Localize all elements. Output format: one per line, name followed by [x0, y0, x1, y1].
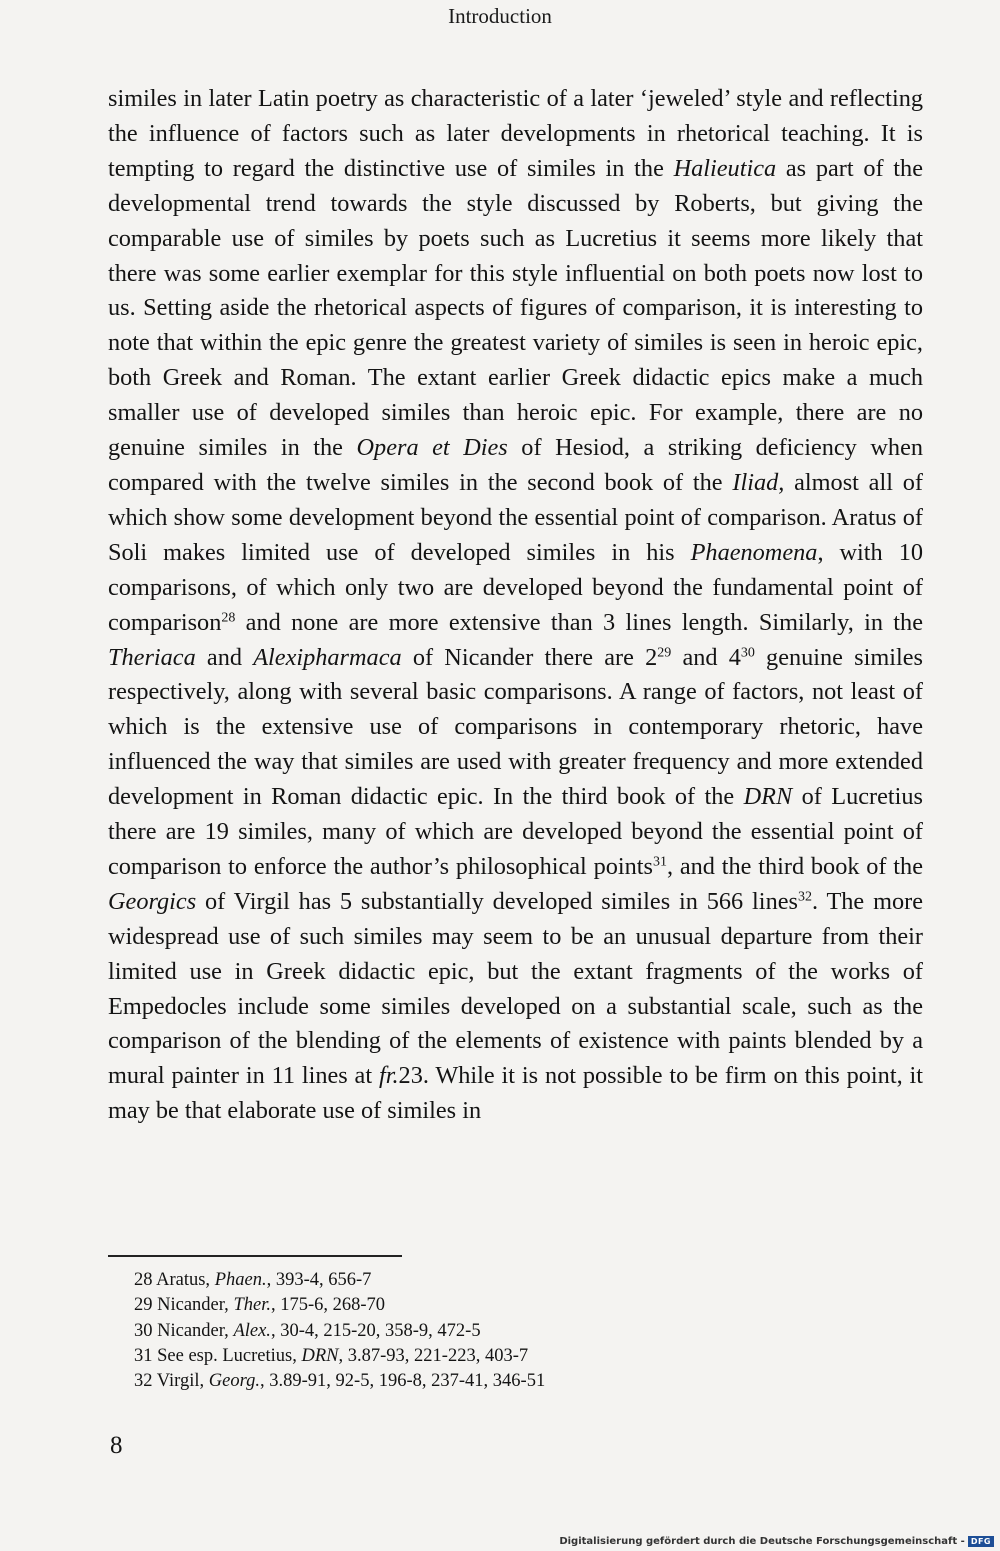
footnote-text: , 3.89-91, 92-5, 196-8, 237-41, 346-51	[260, 1371, 546, 1392]
body-text-run: . The more widespread use of such similes may seem to be an unusual departure from their limited use in Greek didactic epic, but the extant fragments of the works of Empedocles include some similes developed on a substantial scale, such as the comparison of the blending of the elements of existence with paints blended by a mural painter in 11 lines at	[108, 887, 923, 1090]
italic-title: Phaenomena	[690, 538, 818, 566]
footnote-29	[134, 1293, 834, 1318]
italic-title: Opera et Dies	[356, 434, 508, 462]
body-text	[108, 82, 923, 1129]
footnote-text: 30 Nicander,	[134, 1320, 234, 1341]
footnote-text: 32 Virgil,	[134, 1371, 209, 1392]
footnotes	[134, 1268, 834, 1394]
italic-title: fr.	[378, 1062, 399, 1090]
footnote-work-title: Alex.	[233, 1320, 271, 1341]
footnote-32	[134, 1369, 834, 1394]
body-text-run: of Virgil has 5 substantially developed similes in 566 lines	[196, 887, 798, 915]
footnote-text: 28 Aratus,	[134, 1270, 215, 1290]
footnote-30	[134, 1319, 834, 1344]
body-text-run: , and the third book of the	[667, 852, 923, 880]
italic-title: DRN	[743, 783, 793, 811]
italic-title: Iliad,	[732, 468, 785, 496]
footnote-text: , 3.87-93, 221-223, 403-7	[338, 1345, 529, 1366]
running-header: Introduction	[448, 4, 552, 28]
body-text-run: of Lucretius there are 19 similes, many of which are developed beyond the essential point of comparison to enforce the author’s philosophical points	[108, 783, 923, 880]
footnote-text: , 393-4, 656-7	[266, 1270, 372, 1290]
body-text-run: as part of the developmental trend towards the style discussed by Roberts, but giving the comparable use of similes by poets such as Lucretius it seems more likely that there was some earlier exemplar for this style influential on both poets now lost to us. Setting aside the rhetorical aspects of figures of comparison, it is interesting to note that within the epic genre the greatest variety of similes is seen in heroic epic, both Greek and Roman. The extant earlier Greek didactic epics make a much smaller use of developed similes than heroic epic. For example, there are no genuine similes in the	[108, 154, 923, 462]
body-text-run: similes in later Latin poetry as characteristic of a later ‘jeweled’ style and reflecting the influence of factors such as later developments in rhetorical teaching. It is tempting to regard the distinctive use of similes in the	[108, 85, 923, 182]
dfg-logo-icon: DFG	[968, 1536, 994, 1547]
body-text-run: of Hesiod, a striking deficiency when compared with the twelve similes in the second book of the	[108, 434, 923, 496]
body-text-run: of Nicander there are 2	[401, 643, 658, 671]
footnote-31	[134, 1344, 834, 1369]
italic-title: Halieutica	[673, 154, 777, 182]
body-text-run: and 4	[671, 643, 741, 671]
footnote-text: , 175-6, 268-70	[270, 1295, 386, 1316]
italic-title: Alexipharmaca	[253, 643, 402, 671]
body-text-run: almost all of which show some development beyond the essential point of comparison. Aratus of Soli makes limited use of developed similes in his	[108, 468, 923, 566]
footnote-marker: 29	[657, 644, 672, 660]
italic-title: Theriaca	[108, 643, 196, 671]
body-text-run: and none are more extensive than 3 lines length. Similarly, in the	[235, 608, 923, 636]
body-paragraph	[108, 82, 923, 1129]
footnote-work-title: Georg.	[208, 1371, 261, 1392]
footnote-text: 31 See esp. Lucretius,	[134, 1345, 302, 1366]
footnote-work-title: Phaen.	[214, 1270, 267, 1290]
body-text-run: , with 10 comparisons, of which only two are developed beyond the fundamental point of comparison	[108, 538, 923, 636]
footnote-marker: 32	[797, 889, 812, 905]
footnote-text: 29 Nicander,	[134, 1295, 234, 1316]
footnote-28	[134, 1268, 834, 1293]
body-text-run: 23. While it is not possible to be firm on this point, it may be that elaborate use of similes in	[108, 1062, 924, 1125]
footnote-text: , 30-4, 215-20, 358-9, 472-5	[270, 1320, 481, 1341]
footnote-work-title: DRN	[301, 1345, 339, 1366]
footnote-marker: 28	[221, 609, 236, 625]
footnote-divider	[108, 1255, 402, 1257]
footnote-marker: 31	[653, 854, 668, 870]
body-text-run: and	[195, 643, 254, 671]
footnote-work-title: Ther.	[233, 1295, 271, 1316]
credit-text: Digitalisierung gefördert durch die Deutsche Forschungsgemeinschaft -	[559, 1536, 965, 1547]
page-number: 8	[110, 1432, 123, 1459]
digitization-credit	[559, 1536, 994, 1547]
body-text-run: genuine similes respectively, along with several basic comparisons. A range of factors, not least of which is the extensive use of comparisons in contemporary rhetoric, have influenced the way that similes are used with greater frequency and more extended development in Roman didactic epic. In the third book of the	[108, 643, 923, 811]
italic-title: Georgics	[108, 887, 197, 915]
footnote-marker: 30	[740, 644, 755, 660]
